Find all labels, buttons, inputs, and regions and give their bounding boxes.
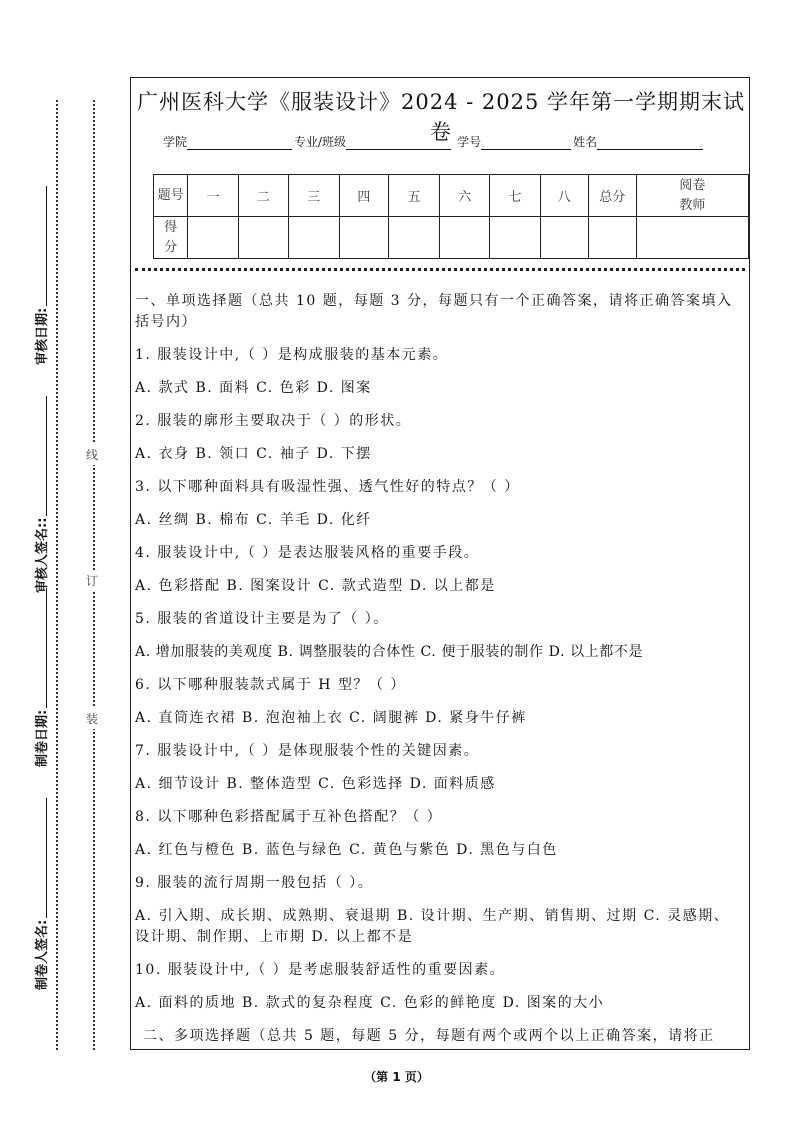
options: A. 引入期、成长期、成熟期、衰退期 B. 设计期、生产期、销售期、过期 C. 灵感期、设计期、制作期、上市期 D. 以上都不是 <box>135 908 730 945</box>
table-cell: 三 <box>288 175 339 217</box>
make-date-line <box>34 588 47 708</box>
score-table <box>153 174 749 259</box>
table-cell: 一 <box>188 175 239 217</box>
options: A. 色彩搭配 B. 图案设计 C. 款式造型 D. 以上都是 <box>135 578 496 594</box>
score-cell[interactable] <box>490 217 540 259</box>
name-field[interactable] <box>597 135 703 150</box>
bind-label-pack: 装 <box>86 708 98 729</box>
question: 2. 服装的廓形主要取决于（ ）的形状。 <box>135 413 412 429</box>
question: 4. 服装设计中,（ ）是表达服装风格的重要手段。 <box>135 545 480 561</box>
dotted-separator <box>135 268 745 271</box>
question: 8. 以下哪种色彩搭配属于互补色搭配？（ ） <box>135 809 443 825</box>
options: A. 直筒连衣裙 B. 泡泡袖上衣 C. 阔腿裤 D. 紧身牛仔裤 <box>135 710 527 726</box>
reviewer-sign-field[interactable] <box>31 396 50 593</box>
make-date-field[interactable] <box>31 588 50 767</box>
major-field[interactable] <box>346 135 451 150</box>
score-cell[interactable] <box>636 217 748 259</box>
table-row <box>154 217 749 259</box>
reviewer-sign-line <box>34 396 47 516</box>
score-cell[interactable] <box>239 217 289 259</box>
options: A. 增加服装的美观度 B. 调整服装的合体性 C. 便于服装的制作 D. 以上都不是 <box>135 644 644 660</box>
exam-frame <box>130 77 750 1050</box>
options: A. 款式 B. 面料 C. 色彩 D. 图案 <box>135 380 372 396</box>
college-field[interactable] <box>187 135 292 150</box>
bind-label-order: 订 <box>86 570 98 591</box>
exam-title: 广州医科大学《服装设计》2024 - 2025 学年第一学期期末试卷 <box>136 90 745 144</box>
table-cell: 四 <box>339 175 389 217</box>
page-number: （第 1 页） <box>364 1070 429 1084</box>
section-heading: 二、多项选择题（总共 5 题，每题 5 分，每题有两个或两个以上正确答案，请将正 <box>143 1028 715 1044</box>
score-cell[interactable] <box>389 217 440 259</box>
question: 5. 服装的省道设计主要是为了（ ）。 <box>135 611 389 627</box>
score-cell[interactable] <box>588 217 636 259</box>
table-cell: 得分 <box>154 217 188 259</box>
reviewer-sign-label: 审核人签名:: <box>35 517 50 593</box>
name-label: 姓名 <box>573 135 598 149</box>
major-label: 专业/班级 <box>294 135 347 149</box>
options: A. 丝绸 B. 棉布 C. 羊毛 D. 化纤 <box>135 512 372 528</box>
table-cell: 总分 <box>588 175 636 217</box>
maker-sign-line <box>34 798 47 918</box>
question: 3. 以下哪种面料具有吸湿性强、透气性好的特点？（ ） <box>135 479 520 495</box>
exam-body <box>135 291 741 1059</box>
score-cell[interactable] <box>288 217 339 259</box>
cut-line-outer <box>56 100 58 1050</box>
score-cell[interactable] <box>540 217 588 259</box>
options: A. 红色与橙色 B. 蓝色与绿色 C. 黄色与紫色 D. 黑色与白色 <box>135 842 558 858</box>
college-label: 学院 <box>163 135 188 149</box>
table-cell: 六 <box>440 175 490 217</box>
question: 1. 服装设计中,（ ）是构成服装的基本元素。 <box>135 347 449 363</box>
student-id-label: 学号 <box>457 135 482 149</box>
table-row <box>154 175 749 217</box>
options: A. 面料的质地 B. 款式的复杂程度 C. 色彩的鲜艳度 D. 图案的大小 <box>135 995 605 1011</box>
student-id-field[interactable] <box>481 135 571 150</box>
student-info <box>163 133 705 150</box>
maker-sign-label: 制卷人签名: <box>35 919 50 990</box>
options: A. 衣身 B. 领口 C. 袖子 D. 下摆 <box>135 446 372 462</box>
score-cell[interactable] <box>188 217 239 259</box>
score-cell[interactable] <box>440 217 490 259</box>
maker-sign-field[interactable] <box>31 798 50 990</box>
options: A. 细节设计 B. 整体造型 C. 色彩选择 D. 面料质感 <box>135 776 496 792</box>
question: 9. 服装的流行周期一般包括（ ）。 <box>135 875 374 891</box>
table-cell: 阅卷教师 <box>636 175 748 217</box>
review-date-line <box>34 186 47 306</box>
review-date-field[interactable] <box>31 186 50 365</box>
table-cell: 八 <box>540 175 588 217</box>
question: 7. 服装设计中,（ ）是体现服装个性的关键因素。 <box>135 743 480 759</box>
table-cell: 七 <box>490 175 540 217</box>
table-cell: 题号 <box>154 175 188 217</box>
score-cell[interactable] <box>339 217 389 259</box>
question: 6. 以下哪种服装款式属于 H 型？（ ） <box>135 677 406 693</box>
bind-label-line: 线 <box>86 444 98 465</box>
table-cell: 二 <box>239 175 289 217</box>
review-date-label: 审核日期: <box>35 307 50 365</box>
table-cell: 五 <box>389 175 440 217</box>
make-date-label: 制卷日期: <box>35 709 50 767</box>
question: 10. 服装设计中,（ ）是考虑服装舒适性的重要因素。 <box>135 962 506 978</box>
section-heading: 一、单项选择题（总共 10 题，每题 3 分，每题只有一个正确答案，请将正确答案填入括号内） <box>135 293 733 330</box>
